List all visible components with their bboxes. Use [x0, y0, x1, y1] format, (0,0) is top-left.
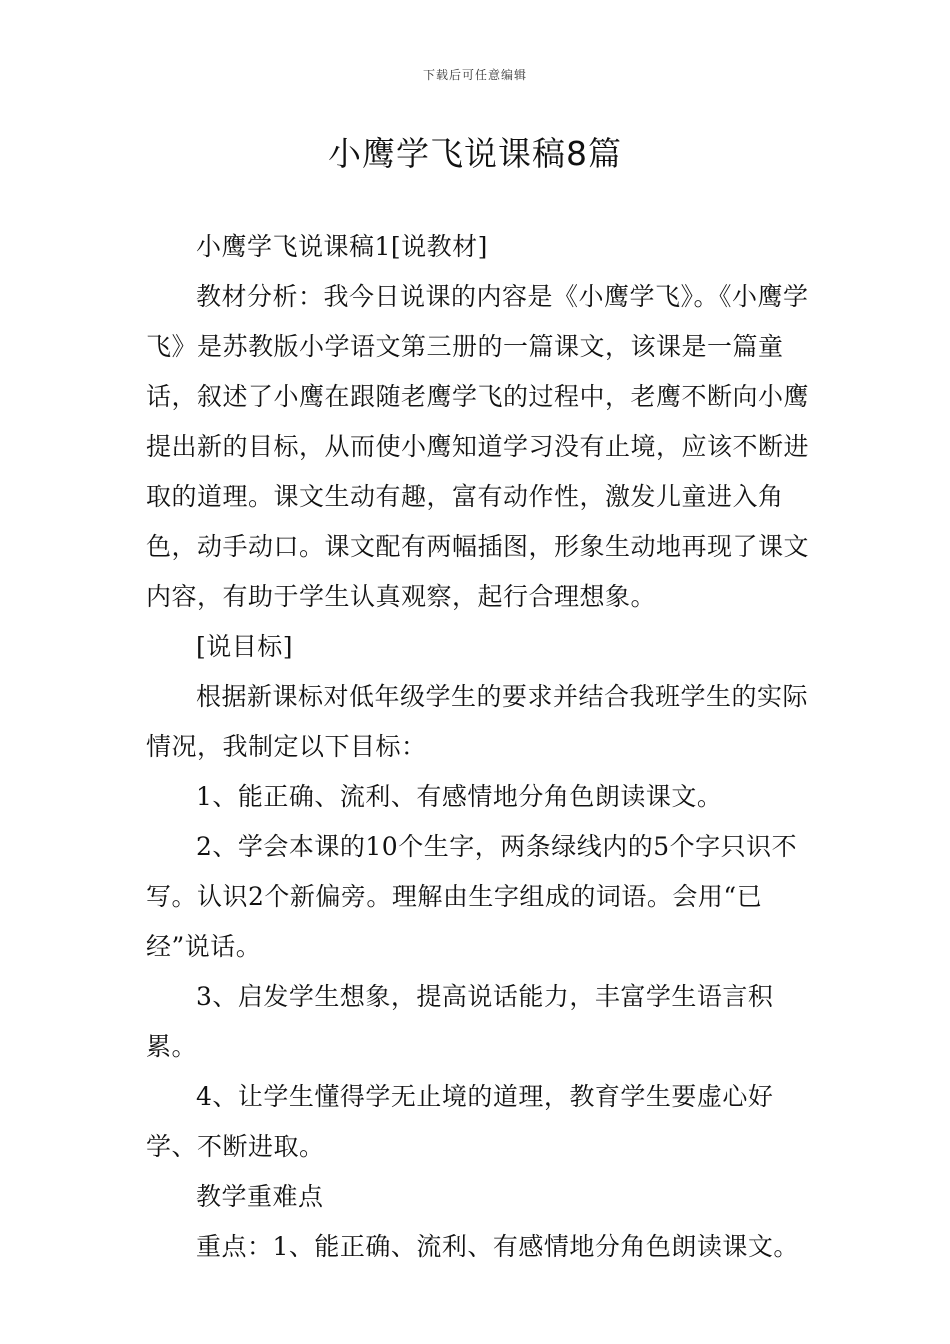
goal-item-3: 3、启发学生想象，提高说话能力，丰富学生语言积累。 [146, 982, 774, 1061]
document-body [146, 222, 810, 1272]
section-heading-key-points: 教学重难点 [196, 1182, 324, 1211]
paragraph-goals-intro: 根据新课标对低年级学生的要求并结合我班学生的实际情况，我制定以下目标： [146, 682, 809, 761]
goal-item-4: 4、让学生懂得学无止境的道理，教育学生要虚心好学、不断进取。 [146, 1082, 774, 1161]
document-title: 小鹰学飞说课稿8篇 [328, 134, 622, 173]
goal-item-2: 2、学会本课的10个生字，两条绿线内的5个字只识不写。认识2个新偏旁。理解由生字组成的词语。会用“已经”说话。 [146, 832, 798, 961]
goal-item-1: 1、能正确、流利、有感情地分角色朗读课文。 [196, 782, 723, 811]
key-point-1: 重点：1、能正确、流利、有感情地分角色朗读课文。 [196, 1232, 799, 1261]
section-heading-jiaocai: 小鹰学飞说课稿1[说教材] [196, 232, 488, 261]
section-heading-mubiao: [说目标] [196, 632, 294, 661]
paragraph-textbook-analysis: 教材分析：我今日说课的内容是《小鹰学飞》。《小鹰学飞》是苏教版小学语文第三册的一篇课文，该课是一篇童话，叙述了小鹰在跟随老鹰学飞的过程中，老鹰不断向小鹰提出新的目标，从而使小鹰知道学习没有止境，应该不断进取的道理。课文生动有趣，富有动作性，激发儿童进入角色，动手动口。课文配有两幅插图，形象生动地再现了课文内容，有助于学生认真观察，起行合理想象。 [146, 282, 810, 611]
header-note: 下载后可任意编辑 [422, 68, 527, 82]
